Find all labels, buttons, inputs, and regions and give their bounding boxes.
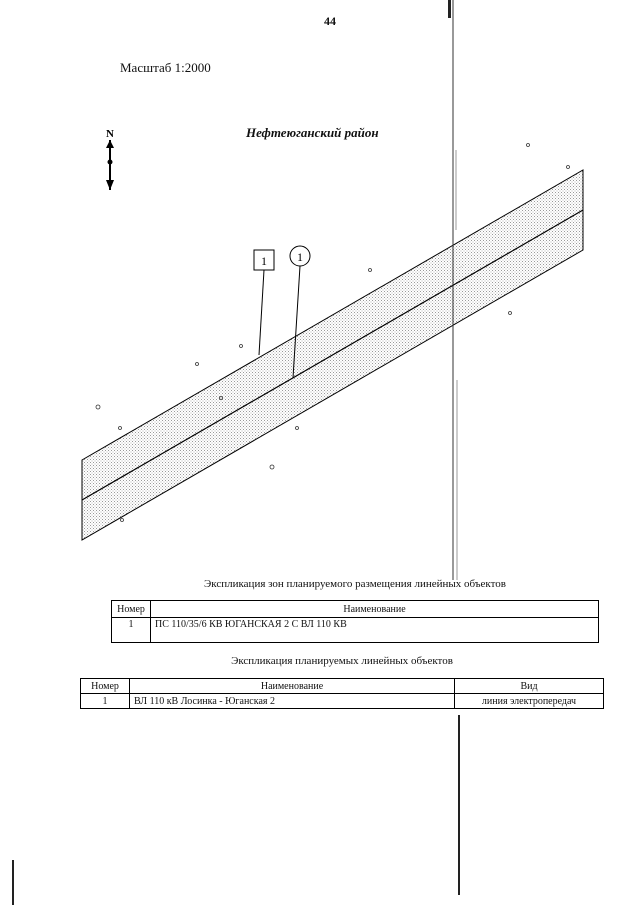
zones-header-number: Номер — [112, 601, 151, 618]
object-callout-label: 1 — [297, 250, 303, 264]
zones-row-number: 1 — [112, 618, 151, 643]
power-line-axis — [82, 210, 583, 500]
svg-text:· ·· ·: · ·· · — [456, 262, 466, 271]
objects-header-row — [81, 679, 604, 694]
objects-header-name: Наименование — [130, 679, 455, 694]
zone-callout-label: 1 — [261, 254, 267, 268]
page-number: 44 — [324, 14, 336, 28]
zones-header-row — [112, 601, 599, 618]
scan-edge-mark — [12, 860, 14, 905]
zones-header-name: Наименование — [151, 601, 599, 618]
svg-text:· ·· ·: · ·· · — [158, 430, 168, 439]
zones-row-name: ПС 110/35/6 КВ ЮГАНСКАЯ 2 С ВЛ 110 КВ — [151, 618, 599, 643]
district-label: Нефтеюганский район — [246, 125, 379, 140]
zones-table — [111, 600, 599, 643]
objects-header-number: Номер — [81, 679, 130, 694]
objects-table — [80, 678, 604, 709]
scale-label: Масштаб 1:2000 — [120, 60, 211, 75]
scan-edge-mark — [458, 715, 460, 895]
objects-row-number: 1 — [81, 694, 130, 709]
zones-caption: Экспликация зон планируемого размещения линейных объектов — [204, 578, 506, 590]
north-label: N — [106, 128, 114, 140]
table-row — [112, 618, 599, 643]
objects-row-type: линия электропередач — [455, 694, 604, 709]
svg-text:·· · ··: ·· · ·· — [298, 397, 309, 406]
scan-edge-mark — [448, 0, 451, 18]
north-arrow-icon — [106, 140, 114, 190]
table-row — [81, 694, 604, 709]
objects-row-name: ВЛ 110 кВ Лосинка - Юганская 2 — [130, 694, 455, 709]
objects-caption: Экспликация планируемых линейных объектов — [231, 655, 453, 667]
objects-header-type: Вид — [455, 679, 604, 694]
